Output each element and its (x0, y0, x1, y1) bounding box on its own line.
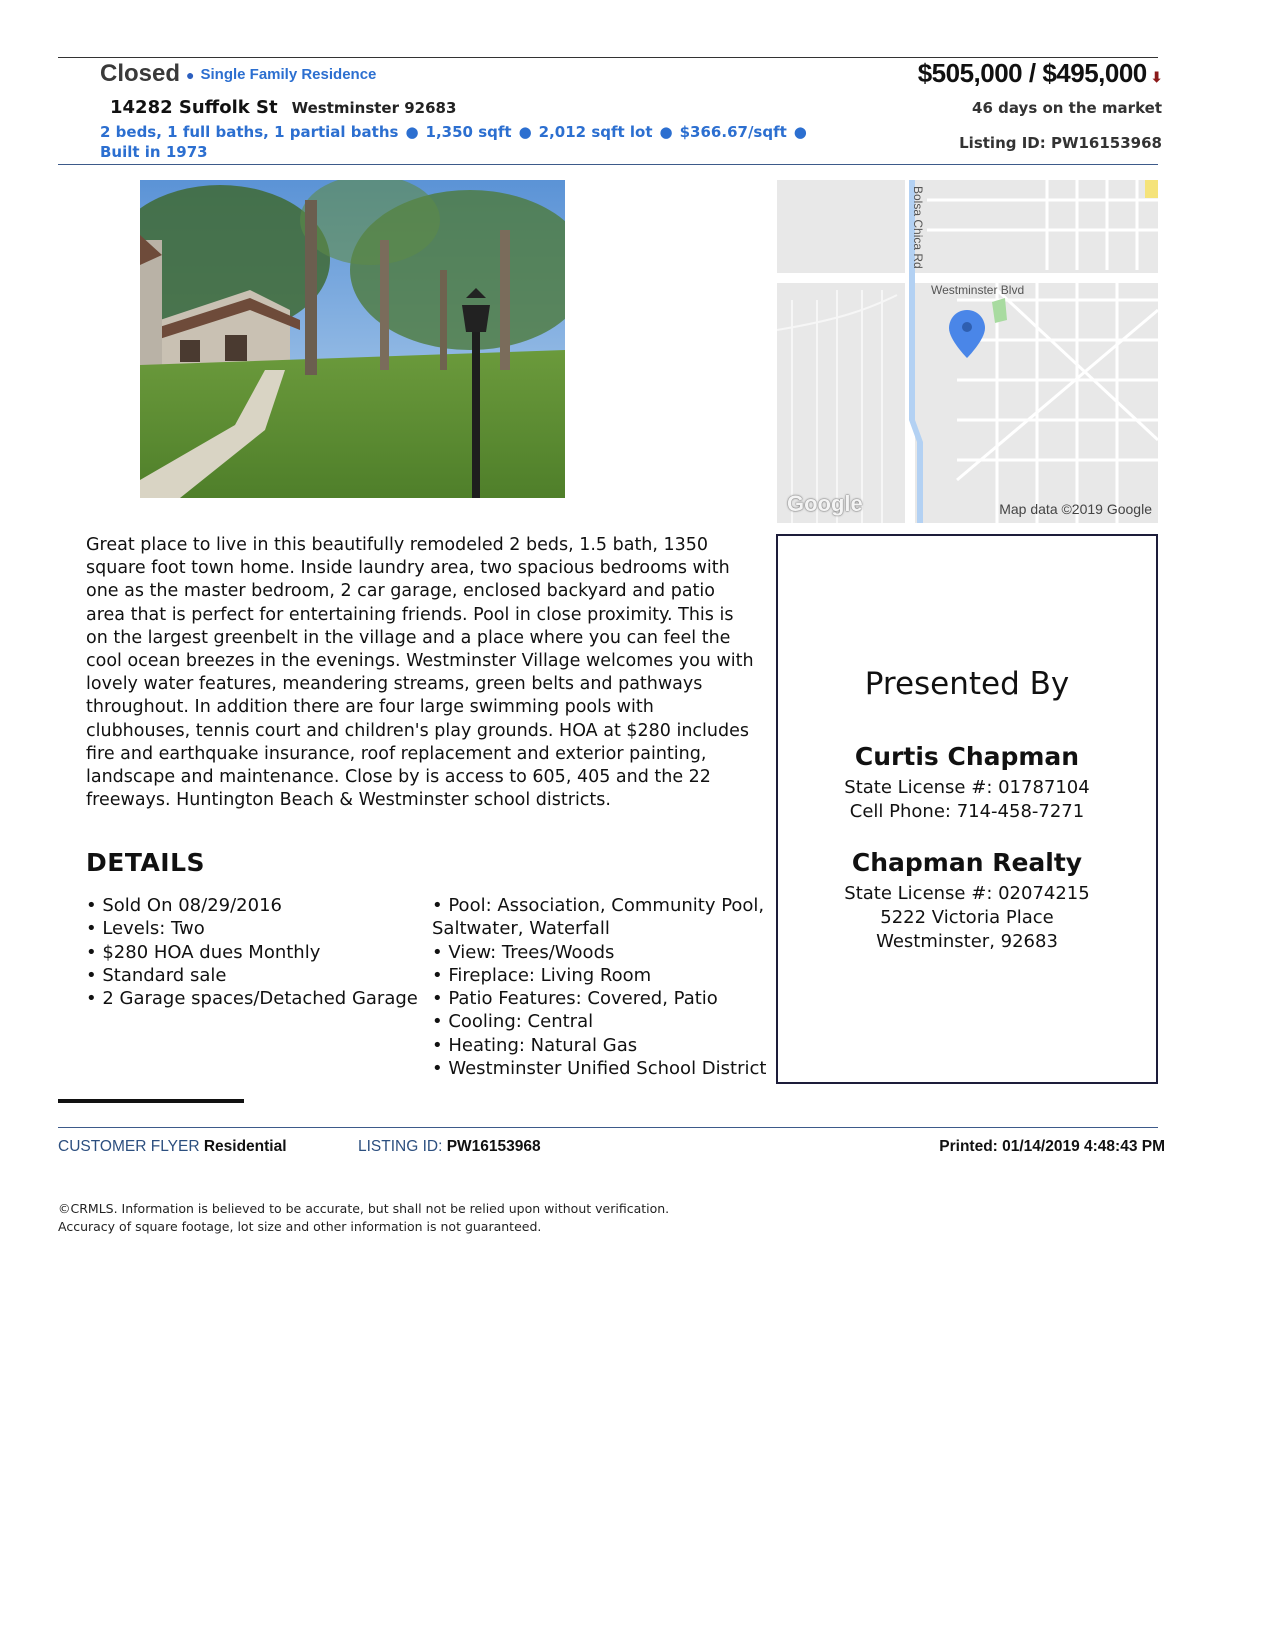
map-icon (777, 180, 1158, 523)
presented-by-heading: Presented By (864, 666, 1070, 702)
listing-status (100, 60, 376, 88)
disclaimer (58, 1200, 669, 1236)
header-rule (58, 164, 1158, 165)
map-attribution: Map data ©2019 Google (999, 501, 1152, 517)
office-name: Chapman Realty (851, 848, 1083, 877)
listing-label: LISTING ID: (358, 1138, 443, 1155)
address (110, 97, 456, 118)
listing-value: PW16153968 (446, 1138, 541, 1155)
status-text: Closed (100, 60, 181, 87)
agent-name: Curtis Chapman (854, 742, 1080, 771)
printed-timestamp: Printed: 01/14/2019 4:48:43 PM (939, 1138, 1165, 1155)
detail-item: • Heating: Natural Gas (432, 1034, 638, 1056)
house-photo (140, 180, 565, 498)
flyer-label: CUSTOMER FLYER (58, 1138, 200, 1155)
listing-id: Listing ID: PW16153968 (959, 134, 1162, 152)
footer-rule (58, 1127, 1158, 1128)
detail-item: • Fireplace: Living Room (432, 964, 652, 986)
fact-lot: 2,012 sqft lot (538, 123, 653, 141)
price (918, 58, 1162, 89)
detail-item: • Patio Features: Covered, Patio (432, 988, 718, 1010)
details-heading: DETAILS (86, 848, 206, 877)
house-photo-icon (140, 180, 565, 498)
fact-price-per-sqft: $366.67/sqft (679, 123, 787, 141)
fact-year-built: Built in 1973 (100, 143, 208, 161)
office-license: State License #: 02074215 (844, 883, 1090, 904)
details-right-list (432, 894, 772, 1080)
city-zip: Westminster 92683 (291, 99, 457, 117)
road-label-westminster: Westminster Blvd (931, 283, 1025, 297)
disclaimer-line: ©CRMLS. Information is believed to be accurate, but shall not be relied upon without verification. (58, 1201, 670, 1216)
agent-info (778, 776, 1156, 824)
detail-item: • Standard sale (86, 964, 227, 986)
road-label-bolsa-chica: Bolsa Chica Rd (911, 186, 925, 269)
agent-phone: Cell Phone: 714-458-7271 (849, 801, 1085, 822)
detail-item: • 2 Garage spaces/Detached Garage (86, 988, 418, 1010)
fact-beds-baths: 2 beds, 1 full baths, 1 partial baths (100, 123, 399, 141)
property-facts: 2 beds, 1 full baths, 1 partial baths ● 1,350 sqft ● 2,012 sqft lot ● $366.67/sqft ● Built in 1973 (100, 123, 807, 161)
presented-by-box (776, 534, 1158, 1084)
office-address: 5222 Victoria Place (880, 907, 1054, 928)
office-info (778, 882, 1156, 954)
detail-item: • Sold On 08/29/2016 (86, 895, 282, 916)
footer-accent-bar (58, 1099, 244, 1103)
location-map[interactable] (777, 180, 1158, 523)
property-type: Single Family Residence (200, 66, 377, 84)
detail-item: • $280 HOA dues Monthly (86, 941, 321, 963)
property-description: Great place to live in this beautifully remodeled 2 beds, 1.5 bath, 1350 square foot town home. Inside laundry area, two spacious bedrooms with one as the master bedroom, 2 car garage, enclosed backyard and patio area that is perfect for entertaining friends. Pool in close proximity. This is on the largest greenbelt in the village and a place where you can feel the cool ocean breezes in the evenings. Westminster Village welcomes you with lovely water features, meandering streams, green belts and pathways throughout. In addition there are four large swimming pools with clubhouses, tennis court and children's play grounds. HOA at $280 includes fire and earthquake insurance, roof replacement and exterior painting, landscape and maintenance. Close by is access to 605, 405 and the 22 freeways. Huntington Beach & Westminster school districts. (86, 535, 754, 811)
price-text: $505,000 / $495,000 (917, 58, 1147, 88)
street-address: 14282 Suffolk St (110, 97, 278, 118)
google-logo: Google (787, 491, 863, 516)
fact-sqft: 1,350 sqft (425, 123, 512, 141)
agent-license: State License #: 01787104 (844, 777, 1090, 798)
days-on-market: 46 days on the market (972, 99, 1162, 117)
detail-item: • Westminster Unified School District (432, 1058, 767, 1080)
detail-item: • Levels: Two (86, 918, 205, 940)
detail-item: • View: Trees/Woods (432, 941, 615, 963)
detail-item: • Pool: Association, Community Pool, Saltwater, Waterfall (432, 895, 765, 940)
details-left-list (86, 894, 418, 1010)
bullet-icon: ● (186, 66, 195, 83)
flyer-type-value: Residential (203, 1138, 287, 1155)
footer-listing-id (358, 1138, 541, 1156)
price-down-arrow-icon: ⬇ (1150, 69, 1162, 85)
office-city: Westminster, 92683 (876, 931, 1058, 952)
flyer-type (58, 1138, 287, 1156)
disclaimer-line: Accuracy of square footage, lot size and other information is not guaranteed. (58, 1219, 542, 1234)
detail-item: • Cooling: Central (432, 1011, 594, 1033)
